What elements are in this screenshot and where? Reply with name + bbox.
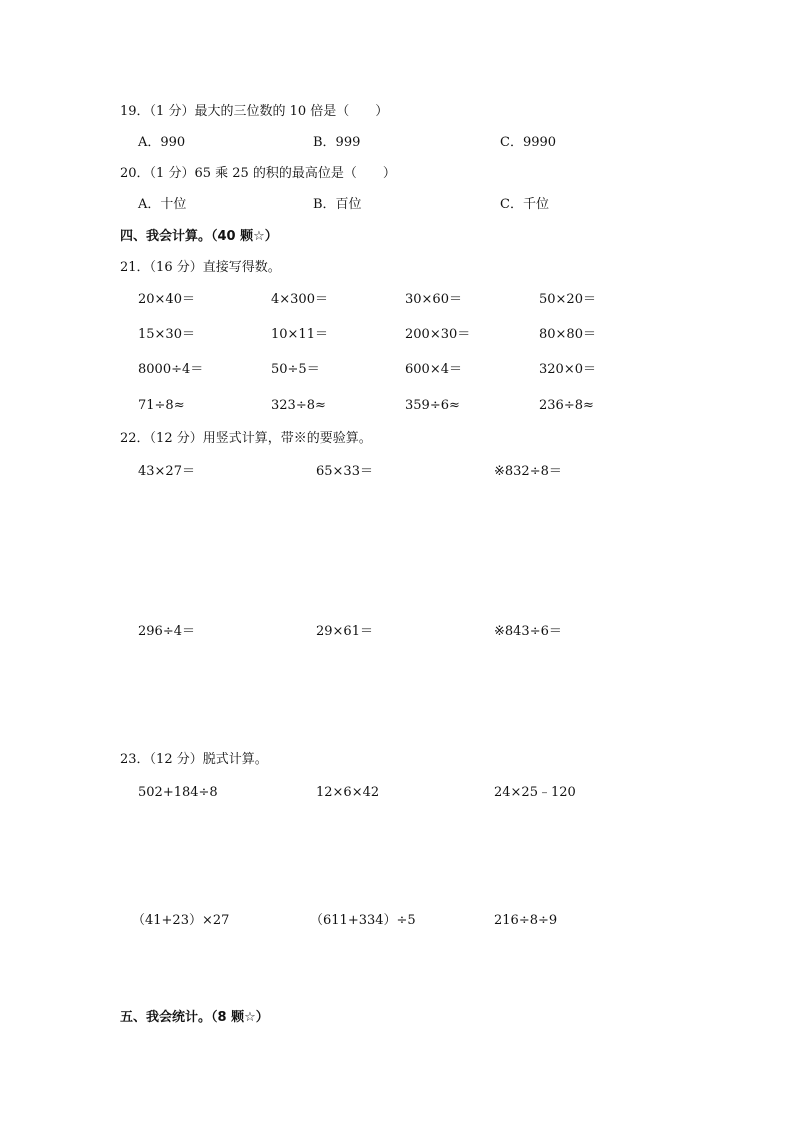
q19-stem: 19．（1 分）最大的三位数的 10 倍是（ ） <box>120 104 389 119</box>
q21-item: 10×11＝ <box>271 327 328 342</box>
q23-item: 24×25﹣120 <box>494 785 576 800</box>
q21-item: 71÷8≈ <box>138 398 185 413</box>
q23-item: （41+23）×27 <box>132 913 230 928</box>
q22-item: ※843÷6＝ <box>494 624 562 639</box>
q19-option-b: B．999 <box>313 135 361 150</box>
q21-item: 323÷8≈ <box>271 398 326 413</box>
q21-item: 4×300＝ <box>271 292 328 307</box>
q21-item: 236÷8≈ <box>539 398 594 413</box>
section-5-heading: 五、我会统计。（8 颗☆） <box>120 1010 269 1025</box>
q23-item: 502+184÷8 <box>138 785 218 800</box>
q21-item: 50×20＝ <box>539 292 596 307</box>
q22-item: 65×33＝ <box>316 464 373 479</box>
q22-stem: 22．（12 分）用竖式计算，带※的要验算。 <box>120 431 372 446</box>
q23-item: 12×6×42 <box>316 785 380 800</box>
q21-stem: 21．（16 分）直接写得数。 <box>120 260 281 275</box>
q21-item: 359÷6≈ <box>405 398 460 413</box>
q22-item: 29×61＝ <box>316 624 373 639</box>
q21-item: 30×60＝ <box>405 292 462 307</box>
section-4-heading: 四、我会计算。（40 颗☆） <box>120 229 278 244</box>
q23-stem: 23．（12 分）脱式计算。 <box>120 752 268 767</box>
q21-item: 20×40＝ <box>138 292 195 307</box>
q21-item: 15×30＝ <box>138 327 195 342</box>
q23-item: （611+334）÷5 <box>310 913 416 928</box>
q23-item: 216÷8÷9 <box>494 913 558 928</box>
q21-item: 8000÷4＝ <box>138 362 204 377</box>
q19-option-a: A．990 <box>138 135 186 150</box>
q20-option-b: B．百位 <box>313 197 362 212</box>
q22-item: 296÷4＝ <box>138 624 195 639</box>
q20-option-c: C．千位 <box>500 197 549 212</box>
q20-stem: 20．（1 分）65 乘 25 的积的最高位是（ ） <box>120 166 396 181</box>
q21-item: 50÷5＝ <box>271 362 320 377</box>
q21-item: 600×4＝ <box>405 362 462 377</box>
q22-item: ※832÷8＝ <box>494 464 562 479</box>
q19-option-c: C．9990 <box>500 135 557 150</box>
q21-item: 320×0＝ <box>539 362 596 377</box>
q22-item: 43×27＝ <box>138 464 195 479</box>
q21-item: 80×80＝ <box>539 327 596 342</box>
q21-item: 200×30＝ <box>405 327 471 342</box>
q20-option-a: A．十位 <box>138 197 187 212</box>
